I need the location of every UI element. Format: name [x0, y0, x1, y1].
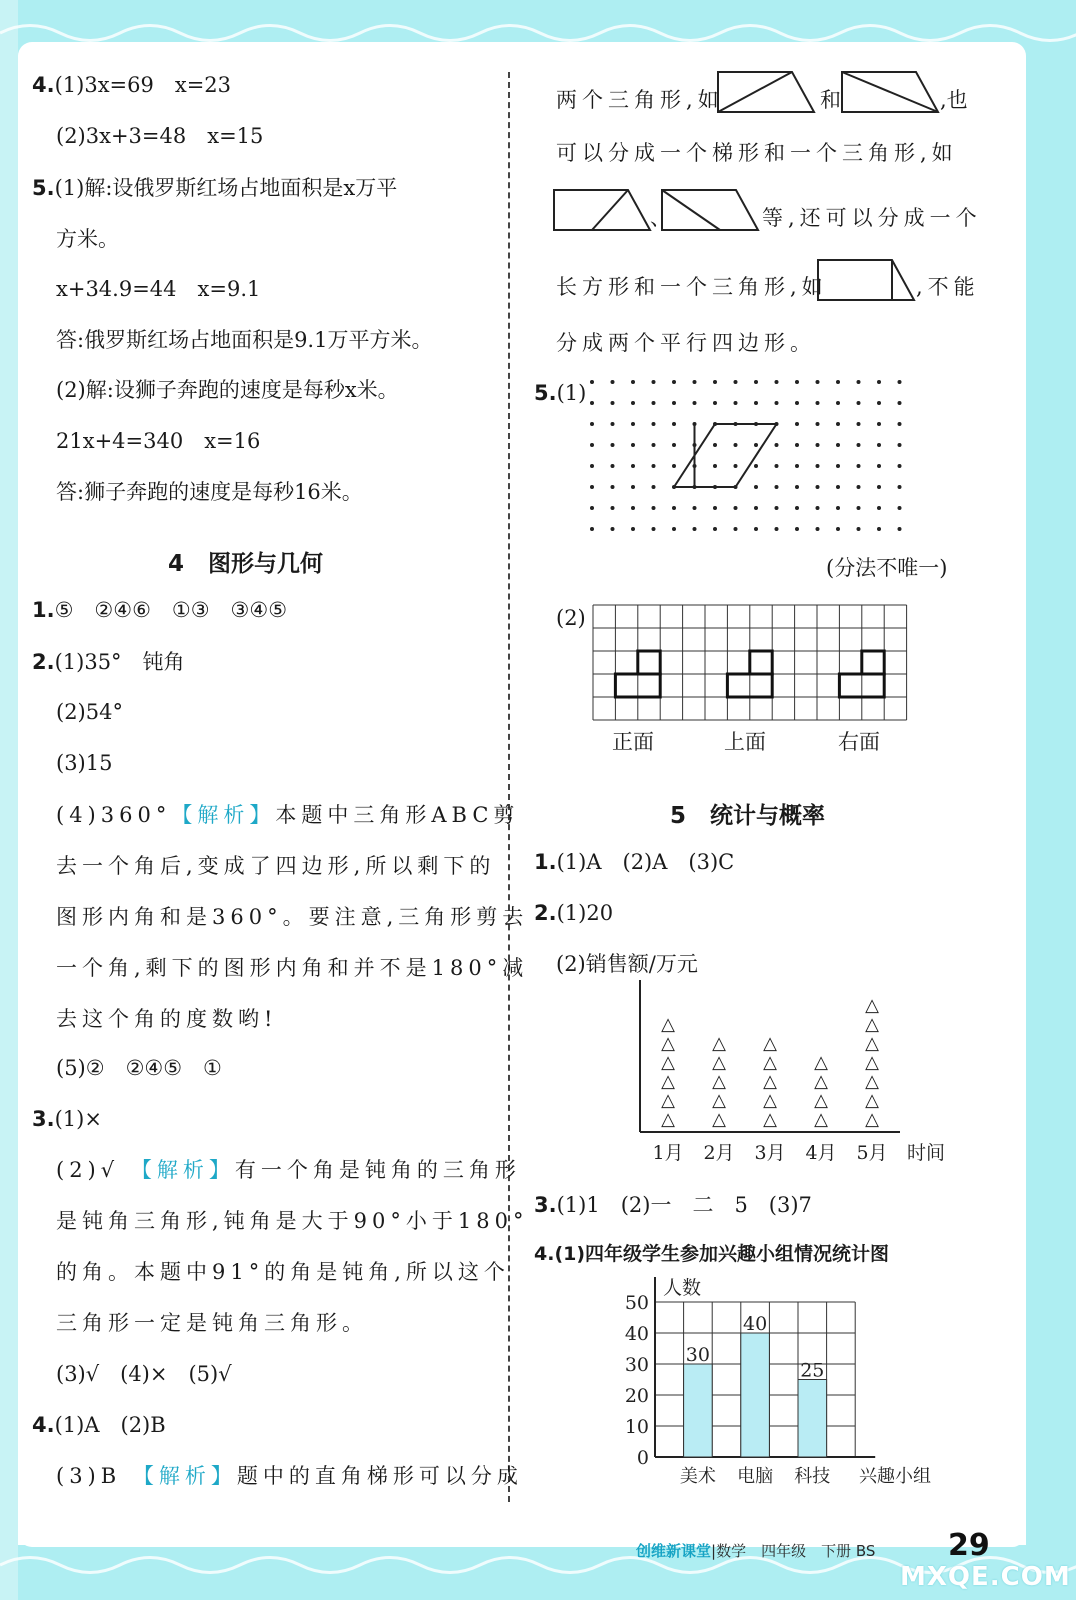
grid-dot — [816, 401, 820, 405]
grid-dot — [816, 380, 820, 384]
grid-dot — [693, 506, 697, 510]
section4-heading — [168, 545, 323, 578]
bar-value-label: 30 — [685, 1344, 710, 1366]
s5q1-text: (1)A (2)A (3)C — [556, 850, 735, 874]
grid-dot — [898, 380, 902, 384]
section4-title: 图形与几何 — [208, 551, 324, 577]
x-tick-label: 美术 — [679, 1466, 716, 1487]
s5q1-line — [534, 852, 734, 873]
triangle-symbol: △ — [661, 1109, 675, 1130]
grid-dot — [836, 527, 840, 531]
s4q4-line1 — [32, 1415, 166, 1436]
grid-dot — [631, 422, 635, 426]
triangle-symbol: △ — [712, 1090, 726, 1111]
analysis-tag: 【解析】 — [130, 1158, 235, 1182]
grid-dot — [816, 527, 820, 531]
r4b-text: ,不能 — [916, 275, 980, 299]
grid-dot — [672, 422, 676, 426]
s4q2-1-text: (1)35° 钝角 — [54, 650, 185, 674]
column-divider — [508, 72, 510, 1502]
grid-dot — [836, 422, 840, 426]
r-q5-line — [534, 383, 586, 404]
grid-dot — [795, 464, 799, 468]
view-right-label: 右面 — [838, 730, 880, 754]
x-tick-label: 科技 — [794, 1466, 831, 1487]
grid-dot — [754, 464, 758, 468]
triangle-symbol: △ — [763, 1052, 777, 1073]
bar-电脑 — [741, 1333, 770, 1457]
triangle-symbol: △ — [865, 1033, 879, 1054]
grid-dot — [816, 485, 820, 489]
q4-2-text: (2)3x+3=48 x=15 — [56, 124, 264, 148]
footer-info — [636, 1540, 875, 1561]
top-view-shape — [750, 651, 772, 674]
grid-dot — [734, 443, 738, 447]
grid-dot — [898, 422, 902, 426]
s4q2-2-text: (2)54° — [56, 700, 123, 724]
grid-dot — [672, 506, 676, 510]
y-tick-label: 0 — [636, 1447, 649, 1469]
grid-dot — [713, 527, 717, 531]
r1a-text: 两个三角形,如 — [556, 88, 724, 112]
q4-label: 4. — [32, 73, 55, 97]
grid-dot — [775, 401, 779, 405]
grid-dot — [672, 527, 676, 531]
x-axis-label: 时间 — [906, 1142, 946, 1164]
s5q4-1-text: (1)四年级学生参加兴趣小组情况统计图 — [554, 1243, 890, 1265]
trapezoid-split-figure-5 — [816, 258, 916, 302]
grid-dot — [898, 401, 902, 405]
front-view-shape — [638, 651, 660, 674]
s4q2-4a-pre: (4)360° — [56, 803, 172, 827]
triangle-symbol: △ — [865, 1109, 879, 1130]
grid-dot — [652, 380, 656, 384]
grid-dot — [652, 485, 656, 489]
q5-2a-text: (2)解:设狮子奔跑的速度是每秒x米。 — [56, 378, 399, 402]
x-axis-label: 兴趣小组 — [859, 1466, 931, 1487]
triangle-symbol: △ — [712, 1071, 726, 1092]
s4q3-2b-text: 是钝角三角形,钝角是大于90°小于180° — [56, 1209, 529, 1233]
s4q2-4a-post: 本题中三角形ABC剪 — [275, 803, 520, 827]
x-tick-label: 4月 — [805, 1142, 837, 1164]
grid-dot — [795, 527, 799, 531]
triangle-symbol: △ — [712, 1033, 726, 1054]
grid-dot — [795, 422, 799, 426]
grid-dot — [754, 506, 758, 510]
grid-dot — [836, 485, 840, 489]
grid-dot — [713, 380, 717, 384]
grid-dot — [693, 527, 697, 531]
r1c-text: ,也 — [940, 88, 968, 112]
grid-dot — [775, 443, 779, 447]
grid-dot — [775, 506, 779, 510]
grid-dot — [590, 422, 594, 426]
y-tick-label: 10 — [624, 1416, 649, 1438]
triangle-symbol: △ — [865, 1071, 879, 1092]
top-wave-decoration — [0, 18, 1076, 48]
s4q3-line1 — [32, 1109, 102, 1130]
grid-dot — [713, 443, 717, 447]
grid-dot — [672, 401, 676, 405]
grid-dot — [816, 443, 820, 447]
parallelogram-shape — [674, 424, 777, 487]
grid-dot — [611, 464, 615, 468]
grid-dot — [693, 380, 697, 384]
right-view-shape — [862, 651, 884, 674]
q4-1-text: (1)3x=69 x=23 — [54, 73, 232, 97]
grid-dot — [652, 527, 656, 531]
view-top-label: 上面 — [724, 730, 766, 754]
r-q5-2-text: (2) — [556, 606, 586, 630]
s4q3-2a-post: 有一个角是钝角的三角形 — [234, 1158, 521, 1182]
s5q1-label: 1. — [534, 850, 557, 874]
grid-dot — [611, 380, 615, 384]
s5q3-line — [534, 1195, 812, 1216]
grid-dot — [857, 485, 861, 489]
grid-dot — [754, 485, 758, 489]
grid-dot — [590, 401, 594, 405]
grid-dot — [816, 422, 820, 426]
s4q3-2a-pre: (2)√ — [56, 1158, 120, 1182]
s4q4-3-post: 题中的直角梯形可以分成 — [236, 1464, 523, 1488]
s4q2-4e-text: 去这个角的度数哟! — [56, 1007, 278, 1031]
grid-dot — [652, 464, 656, 468]
three-views-grid-figure — [592, 604, 912, 722]
q5-1a-text: (1)解:设俄罗斯红场占地面积是x万平 — [54, 176, 398, 200]
grid-dot — [795, 443, 799, 447]
grid-dot — [795, 506, 799, 510]
grid-dot — [590, 380, 594, 384]
grid-dot — [734, 380, 738, 384]
bar-value-label: 40 — [743, 1313, 768, 1335]
grid-dot — [795, 485, 799, 489]
grid-dot — [857, 401, 861, 405]
grid-dot — [631, 464, 635, 468]
grid-dot — [590, 443, 594, 447]
s5q3-text: (1)1 (2)一 二 5 (3)7 — [556, 1193, 812, 1217]
s5q2-2-text: (2)销售额/万元 — [556, 952, 698, 976]
section5-heading — [670, 797, 825, 830]
s5q3-label: 3. — [534, 1193, 557, 1217]
view-front-label: 正面 — [612, 730, 654, 754]
page-frame-right — [1026, 0, 1076, 1600]
grid-dot — [836, 464, 840, 468]
grid-dot — [775, 464, 779, 468]
s4q2-label: 2. — [32, 650, 55, 674]
q5-2b-text: 21x+4=340 x=16 — [56, 429, 261, 453]
grid-dot — [652, 422, 656, 426]
grid-dot — [898, 527, 902, 531]
y-tick-label: 20 — [624, 1385, 649, 1407]
r-q5-1-text: (1) — [556, 381, 587, 405]
grid-dot — [877, 506, 881, 510]
triangle-symbol: △ — [814, 1109, 828, 1130]
y-tick-label: 30 — [624, 1354, 649, 1376]
grid-dot — [775, 380, 779, 384]
grid-dot — [754, 380, 758, 384]
section5-title: 统计与概率 — [710, 803, 826, 829]
q4-line1 — [32, 75, 231, 96]
s4q2-5-text: (5)② ②④⑤ ① — [56, 1056, 222, 1080]
grid-dot — [672, 443, 676, 447]
s5q2-line — [534, 903, 613, 924]
grid-dot — [672, 380, 676, 384]
grid-dot — [631, 401, 635, 405]
triangle-symbol: △ — [763, 1033, 777, 1054]
s4q3-1-text: (1)× — [54, 1107, 102, 1131]
s4q3-2c-text: 的角。本题中91°的角是钝角,所以这个 — [56, 1260, 510, 1284]
triangle-symbol: △ — [661, 1014, 675, 1035]
r5-text: 分成两个平行四边形。 — [556, 331, 816, 355]
q5-2c-text: 答:狮子奔跑的速度是每秒16米。 — [56, 480, 363, 504]
grid-dot — [877, 464, 881, 468]
s4q4-3-pre: (3)B — [56, 1464, 122, 1488]
triangle-symbol: △ — [814, 1052, 828, 1073]
grid-dot — [816, 464, 820, 468]
grid-dot — [611, 422, 615, 426]
trapezoid-split-figure-4 — [660, 188, 760, 232]
q5-1c-text: x+34.9=44 x=9.1 — [56, 277, 261, 301]
grid-dot — [795, 401, 799, 405]
triangle-symbol: △ — [712, 1052, 726, 1073]
grid-dot — [631, 380, 635, 384]
grid-dot — [713, 506, 717, 510]
triangle-symbol: △ — [814, 1071, 828, 1092]
grid-dot — [775, 485, 779, 489]
footer-book-info: |数学 四年级 下册 BS — [711, 1542, 876, 1560]
grid-dot — [877, 527, 881, 531]
s4q3-2d-text: 三角形一定是钝角三角形。 — [56, 1311, 368, 1335]
grid-dot — [877, 380, 881, 384]
r2-text: 可以分成一个梯形和一个三角形,如 — [556, 141, 958, 165]
s4q1-label: 1. — [32, 598, 55, 622]
trapezoid-split-figure-3 — [552, 188, 652, 232]
triangle-symbol: △ — [661, 1090, 675, 1111]
grid-dot — [590, 485, 594, 489]
page-number: 29 — [948, 1528, 990, 1563]
triangle-symbol: △ — [712, 1109, 726, 1130]
grid-dot — [652, 401, 656, 405]
triangle-symbol: △ — [763, 1071, 777, 1092]
s5q4-line — [534, 1245, 889, 1264]
s4q2-3-text: (3)15 — [56, 751, 113, 775]
note-text: (分法不唯一) — [826, 556, 948, 580]
footer-brand: 创维新课堂 — [636, 1542, 712, 1560]
grid-dot — [590, 527, 594, 531]
grid-dot — [898, 443, 902, 447]
grid-dot — [734, 464, 738, 468]
grid-dot — [754, 401, 758, 405]
triangle-symbol: △ — [814, 1090, 828, 1111]
q5-1d-text: 答:俄罗斯红场占地面积是9.1万平方米。 — [56, 328, 433, 352]
s4q3-2a-line — [56, 1160, 521, 1181]
grid-dot — [734, 527, 738, 531]
q5-1b-text: 方米。 — [56, 227, 119, 251]
s5q4-label: 4. — [534, 1243, 555, 1265]
grid-dot — [611, 527, 615, 531]
s4q2-4b-text: 去一个角后,变成了四边形,所以剩下的 — [56, 854, 496, 878]
s5q2-1-text: (1)20 — [556, 901, 614, 925]
grid-dot — [734, 401, 738, 405]
grid-dot — [713, 464, 717, 468]
trapezoid-split-figure-2 — [840, 70, 940, 114]
interest-group-bar-chart — [610, 1272, 960, 1494]
s4q1-line — [32, 600, 287, 621]
grid-dot — [877, 485, 881, 489]
s4q4-1-text: (1)A (2)B — [54, 1413, 166, 1437]
grid-dot — [857, 464, 861, 468]
triangle-symbol: △ — [865, 1014, 879, 1035]
r3a-text: 、 — [650, 206, 671, 230]
grid-dot — [631, 506, 635, 510]
s4q2-line1 — [32, 652, 185, 673]
s4q4-label: 4. — [32, 1413, 55, 1437]
s4q3-3-text: (3)√ (4)× (5)√ — [56, 1362, 232, 1386]
y-tick-label: 40 — [624, 1323, 649, 1345]
trapezoid-split-figure-1 — [716, 70, 816, 114]
grid-dot — [611, 401, 615, 405]
analysis-tag: 【解析】 — [132, 1464, 237, 1488]
x-tick-label: 2月 — [703, 1142, 735, 1164]
grid-dot — [611, 443, 615, 447]
grid-dot — [795, 380, 799, 384]
triangle-symbol: △ — [661, 1052, 675, 1073]
dot-grid-parallelogram-figure — [580, 374, 920, 544]
watermark: MXQE.COM — [900, 1562, 1071, 1592]
grid-dot — [631, 443, 635, 447]
y-tick-label: 50 — [624, 1292, 649, 1314]
triangle-symbol: △ — [763, 1109, 777, 1130]
x-tick-label: 电脑 — [737, 1466, 774, 1487]
triangle-symbol: △ — [865, 1090, 879, 1111]
bar-美术 — [684, 1364, 713, 1457]
triangle-symbol: △ — [661, 1033, 675, 1054]
grid-dot — [672, 464, 676, 468]
grid-dot — [877, 422, 881, 426]
grid-dot — [631, 527, 635, 531]
triangle-symbol: △ — [865, 995, 879, 1016]
section5-number: 5 — [670, 803, 687, 829]
grid-dot — [857, 443, 861, 447]
grid-dot — [836, 443, 840, 447]
triangle-symbol: △ — [763, 1090, 777, 1111]
analysis-tag: 【解析】 — [171, 803, 276, 827]
grid-dot — [611, 485, 615, 489]
grid-dot — [898, 485, 902, 489]
sales-pictograph-chart — [600, 975, 960, 1170]
grid-dot — [652, 506, 656, 510]
r4a-text: 长方形和一个三角形,如 — [556, 275, 828, 299]
grid-dot — [877, 401, 881, 405]
grid-dot — [652, 443, 656, 447]
grid-dot — [857, 506, 861, 510]
s4q1-text: ⑤ ②④⑥ ①③ ③④⑤ — [54, 598, 288, 622]
r3b-text: 等,还可以分成一个 — [762, 206, 982, 230]
grid-dot — [754, 527, 758, 531]
grid-dot — [877, 443, 881, 447]
section4-number: 4 — [168, 551, 185, 577]
r1b-text: 和 — [820, 88, 841, 112]
q5-label: 5. — [32, 176, 55, 200]
triangle-symbol: △ — [865, 1052, 879, 1073]
s5q2-label: 2. — [534, 901, 557, 925]
grid-dot — [775, 527, 779, 531]
grid-dot — [754, 443, 758, 447]
bar-value-label: 25 — [800, 1359, 825, 1382]
grid-dot — [898, 506, 902, 510]
grid-dot — [816, 506, 820, 510]
q5-line1 — [32, 178, 397, 199]
grid-dot — [857, 380, 861, 384]
y-axis-label: 人数 — [663, 1277, 702, 1299]
grid-dot — [857, 527, 861, 531]
grid-dot — [734, 506, 738, 510]
bar-科技 — [798, 1380, 827, 1458]
grid-dot — [713, 401, 717, 405]
x-tick-label: 3月 — [754, 1142, 786, 1164]
s4q2-4c-text: 图形内角和是360°。要注意,三角形剪去 — [56, 905, 529, 929]
grid-dot — [836, 380, 840, 384]
grid-dot — [857, 422, 861, 426]
r-q5-label: 5. — [534, 381, 557, 405]
grid-dot — [693, 401, 697, 405]
x-tick-label: 5月 — [856, 1142, 888, 1164]
triangle-symbol: △ — [661, 1071, 675, 1092]
grid-dot — [631, 485, 635, 489]
grid-dot — [836, 506, 840, 510]
s4q4-3-line — [56, 1466, 523, 1487]
s4q3-label: 3. — [32, 1107, 55, 1131]
grid-dot — [590, 464, 594, 468]
grid-dot — [898, 464, 902, 468]
page-frame-left — [0, 0, 18, 1600]
grid-dot — [836, 401, 840, 405]
s4q2-4d-text: 一个角,剩下的图形内角和并不是180°减 — [56, 956, 529, 980]
s4q2-4a-line — [56, 805, 519, 826]
grid-dot — [590, 506, 594, 510]
x-tick-label: 1月 — [652, 1142, 684, 1164]
grid-dot — [611, 506, 615, 510]
